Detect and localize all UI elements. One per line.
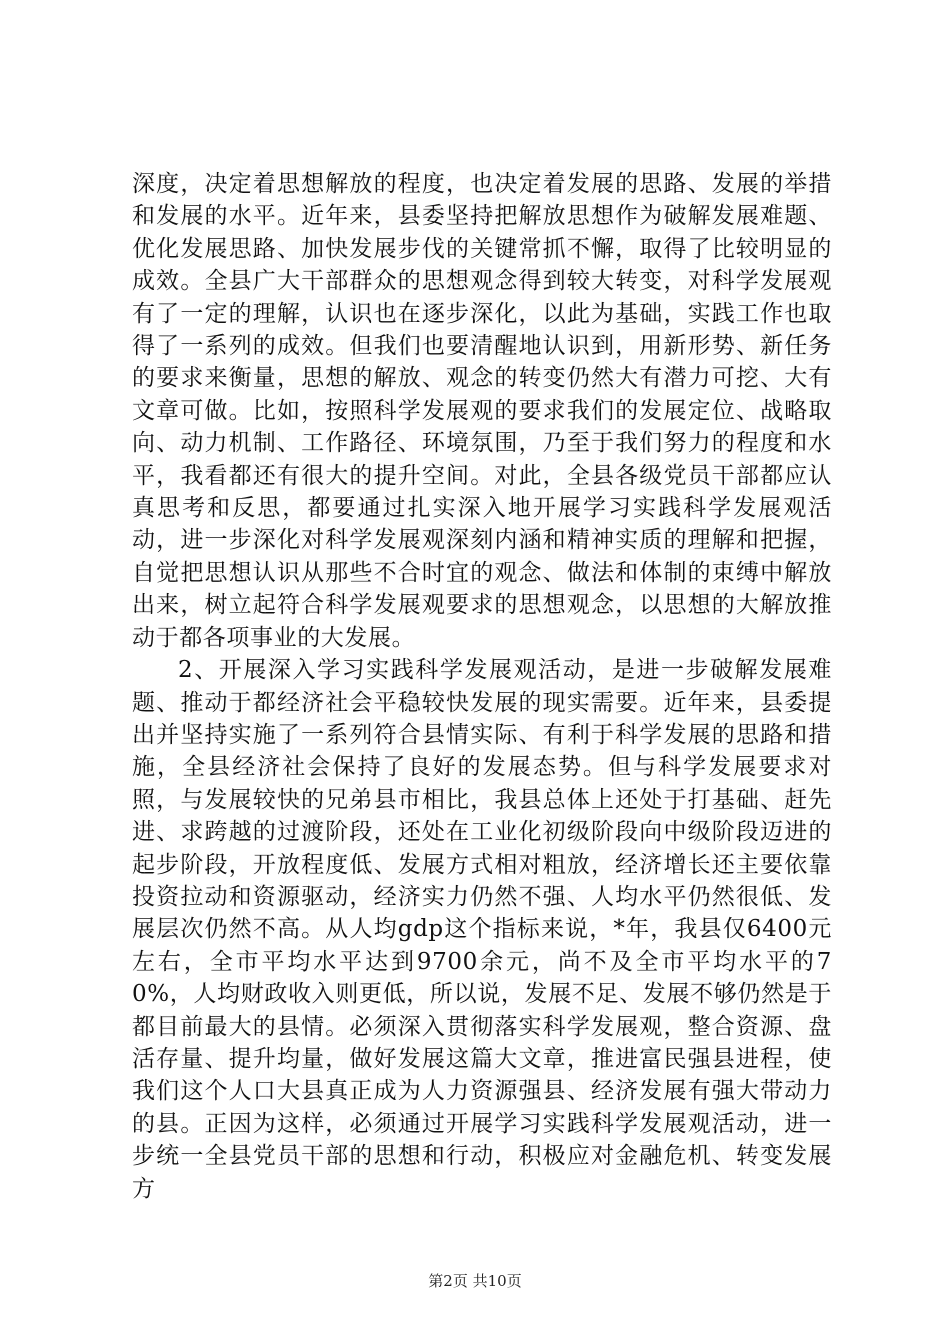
document-body: [132, 168, 832, 1205]
page-footer: 第2页 共10页: [428, 1272, 522, 1290]
paragraph-1: 深度，决定着思想解放的程度，也决定着发展的思路、发展的举措和发展的水平。近年来，县委坚持把解放思想作为破解发展难题、优化发展思路、加快发展步伐的关键常抓不懈，取得了比较明显的成效。全县广大干部群众的思想观念得到较大转变，对科学发展观有了一定的理解，认识也在逐步深化，以此为基础，实践工作也取得了一系列的成效。但我们也要清醒地认识到，用新形势、新任务的要求来衡量，思想的解放、观念的转变仍然大有潜力可挖、大有文章可做。比如，按照科学发展观的要求我们的发展定位、战略取向、动力机制、工作路径、环境氛围，乃至于我们努力的程度和水平，我看都还有很大的提升空间。对此，全县各级党员干部都应认真思考和反思，都要通过扎实深入地开展学习实践科学发展观活动，进一步深化对科学发展观深刻内涵和精神实质的理解和把握，自觉把思想认识从那些不合时宜的观念、做法和体制的束缚中解放出来，树立起符合科学发展观要求的思想观念，以思想的大解放推动于都各项事业的大发展。: [132, 171, 832, 651]
paragraph-2: 2、开展深入学习实践科学发展观活动，是进一步破解发展难题、推动于都经济社会平稳较快发展的现实需要。近年来，县委提出并坚持实施了一系列符合县情实际、有利于科学发展的思路和措施，全县经济社会保持了良好的发展态势。但与科学发展要求对照，与发展较快的兄弟县市相比，我县总体上还处于打基础、赶先进、求跨越的过渡阶段，还处在工业化初级阶段向中级阶段迈进的起步阶段，开放程度低、发展方式相对粗放，经济增长还主要依靠投资拉动和资源驱动，经济实力仍然不强、人均水平仍然很低、发展层次仍然不高。从人均gdp这个指标来说，*年，我县仅6400元左右，全市平均水平达到9700余元，尚不及全市平均水平的70%，人均财政收入则更低，所以说，发展不足、发展不够仍然是于都目前最大的县情。必须深入贯彻落实科学发展观，整合资源、盘活存量、提升均量，做好发展这篇大文章，推进富民强县进程，使我们这个人口大县真正成为人力资源强县、经济发展有强大带动力的县。正因为这样，必须通过开展学习实践科学发展观活动，进一步统一全县党员干部的思想和行动，积极应对金融危机、转变发展方: [132, 657, 832, 1202]
